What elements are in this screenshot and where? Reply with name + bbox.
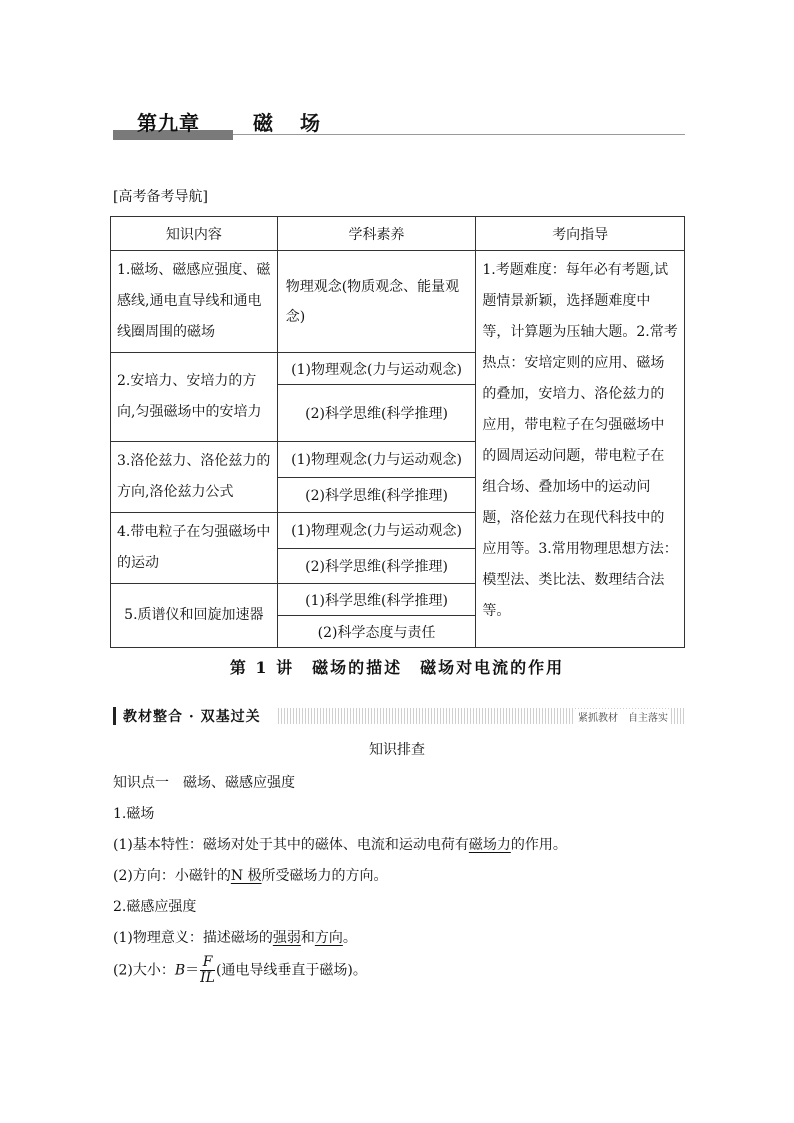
content-cell: 3.洛伦兹力、洛伦兹力的方向,洛伦兹力公式 [111, 442, 278, 513]
header-literacy: 学科素养 [277, 217, 476, 251]
guidance-cell: 1.考题难度：每年必有考题,试题情景新颖，选择题难度中等，计算题为压轴大题。2.常考热点：安培定则的应用、磁场的叠加，安培力、洛伦兹力的应用，带电粒子在匀强磁场中的圆周运动问题，带电粒子在组合场、叠加场中的运动问题，洛伦兹力在现代科技中的应用等。3.常用物理思想方法：模型法、类比法、数理结合法等。 [476, 251, 685, 648]
literacy-cell: (2)科学思维(科学推理) [277, 548, 476, 584]
literacy-cell: (2)科学态度与责任 [277, 616, 476, 648]
knowledge-point-title: 知识点一 磁场、磁感应强度 [113, 775, 295, 791]
answer-blank: 强弱 [272, 930, 301, 946]
content-cell: 4.带电粒子在匀强磁场中的运动 [111, 513, 278, 584]
exam-navigation-table [110, 216, 685, 648]
content-cell: 5.质谱仪和回旋加速器 [111, 584, 278, 648]
literacy-cell: (1)物理观念(力与运动观念) [277, 442, 476, 478]
content-cell: 2.安培力、安培力的方向,匀强磁场中的安培力 [111, 353, 278, 442]
banner-left-text: 教材整合 · 双基过关 [123, 709, 261, 725]
content-cell: 1.磁场、磁感应强度、磁感线,通电直导线和通电线圈周围的磁场 [111, 251, 278, 353]
literacy-cell: 物理观念(物质观念、能量观念) [277, 251, 476, 353]
section-title: 知识排查 [369, 742, 425, 758]
header-content: 知识内容 [111, 217, 278, 251]
item-heading: 2.磁感应强度 [113, 899, 197, 915]
literacy-cell: (1)科学思维(科学推理) [277, 584, 476, 616]
answer-blank: 磁场力 [468, 837, 511, 853]
literacy-cell: (2)科学思维(科学推理) [277, 385, 476, 442]
chapter-number: 第九章 [137, 111, 200, 135]
item-text: (1)基本特性：磁场对处于其中的磁体、电流和运动电荷有磁场力的作用。 [113, 837, 567, 853]
answer-blank: 方向 [314, 930, 343, 946]
section-banner [113, 706, 685, 726]
banner-right-text: 紧抓教材 自主落实 [575, 709, 671, 724]
formula-variable: B [174, 962, 186, 979]
literacy-cell: (2)科学思维(科学推理) [277, 477, 476, 513]
item-heading: 1.磁场 [113, 806, 155, 822]
lecture-title: 第 1 讲 磁场的描述 磁场对电流的作用 [229, 658, 565, 677]
fraction [200, 955, 215, 986]
chapter-title: 磁 场 [253, 111, 330, 135]
literacy-cell: (1)物理观念(力与运动观念) [277, 353, 476, 385]
header-guidance: 考向指导 [476, 217, 685, 251]
item-text: (1)物理意义：描述磁场的强弱和方向。 [113, 930, 357, 946]
literacy-cell: (1)物理观念(力与运动观念) [277, 513, 476, 549]
chapter-header [113, 107, 673, 143]
formula-line: (2)大小：B＝ $\frac{F}{IL}$ (通电导线垂直于磁场)。 [113, 954, 367, 986]
table-row [111, 251, 685, 353]
item-text: (2)方向：小磁针的N 极所受磁场力的方向。 [113, 868, 388, 884]
banner-mark [113, 707, 116, 725]
table-header-row [111, 217, 685, 251]
numerator: F [200, 955, 215, 971]
denominator: IL [200, 970, 215, 986]
nav-title: [高考备考导航] [113, 189, 208, 205]
answer-blank: N 极 [230, 868, 262, 884]
